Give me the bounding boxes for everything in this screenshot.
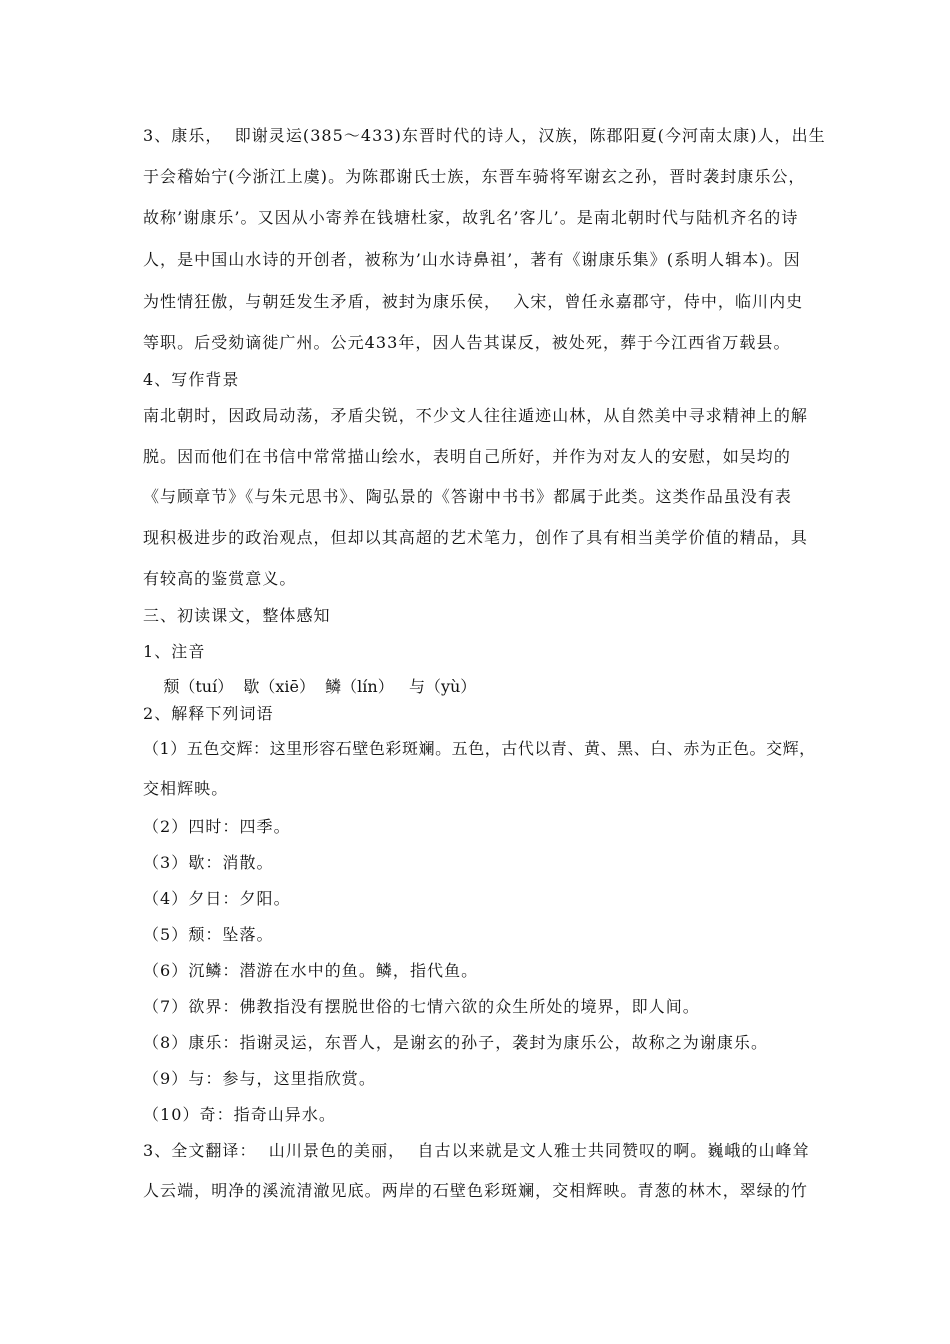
definition-item: （7）欲界：佛教指没有摆脱世俗的七情六欲的众生所处的境界，即人间。 [143,997,700,1016]
pinyin-line: 颓（tuí） 歇（xiē） 鳞（lín） 与（yù） [143,677,477,696]
text-line: 人云端，明净的溪流清澈见底。两岸的石壁色彩斑斓，交相辉映。青葱的林木，翠绿的竹 [143,1181,808,1200]
text-line: 故称’谢康乐’。又因从小寄养在钱塘杜家，故乳名’客儿’。是南北朝时代与陆机齐名的诗 [143,208,799,227]
text-line: 脱。因而他们在书信中常常描山绘水，表明自己所好，并作为对友人的安慰，如吴均的 [143,447,791,466]
text-line: 3、全文翻译： 山川景色的美丽， 自古以来就是文人雅士共同赞叹的啊。巍峨的山峰耸 [143,1141,810,1160]
definition-item: （8）康乐：指谢灵运，东晋人，是谢玄的孙子，袭封为康乐公，故称之为谢康乐。 [143,1033,769,1052]
text-line: （1）五色交辉：这里形容石壁色彩斑斓。五色，古代以青、黄、黑、白、赤为正色。交辉， [143,739,816,758]
definition-item: （10）奇：指奇山异水。 [143,1105,336,1124]
text-line: 交相辉映。 [143,779,229,798]
text-line: 3、康乐， 即谢灵运(385～433)东晋时代的诗人，汉族，陈郡阳夏(今河南太康)人，出生 [143,126,826,145]
definition-item: （2）四时：四季。 [143,817,291,836]
definition-item: （6）沉鳞：潜游在水中的鱼。鳞，指代鱼。 [143,961,479,980]
section-heading: 4、写作背景 [143,370,240,389]
text-line: 于会稽始宁(今浙江上虞)。为陈郡谢氏士族，东晋车骑将军谢玄之孙，晋时袭封康乐公， [143,167,806,186]
text-line: 人，是中国山水诗的开创者，被称为’山水诗鼻祖’，著有《谢康乐集》(系明人辑本)。因 [143,250,801,269]
definition-item: （5）颓：坠落。 [143,925,274,944]
section-heading: 2、解释下列词语 [143,704,274,723]
text-line: 现积极进步的政治观点，但却以其高超的艺术笔力，创作了具有相当美学价值的精品，具 [143,528,808,547]
section-heading: 三、初读课文，整体感知 [143,606,331,625]
text-line: 有较高的鉴赏意义。 [143,569,297,588]
text-line: 《与顾章节》《与朱元思书》、陶弘景的《答谢中书书》都属于此类。这类作品虽没有表 [143,487,792,506]
text-line: 等职。后受劾谪徙广州。公元433年，因人告其谋反，被处死，葬于今江西省万载县。 [143,333,791,352]
definition-item: （4）夕日：夕阳。 [143,889,291,908]
section-heading: 1、注音 [143,642,206,661]
definition-item: （3）歇：消散。 [143,853,274,872]
definition-item: （9）与：参与，这里指欣赏。 [143,1069,376,1088]
text-line: 南北朝时，因政局动荡，矛盾尖锐，不少文人往往遁迹山林，从自然美中寻求精神上的解 [143,406,808,425]
text-line: 为性情狂傲，与朝廷发生矛盾，被封为康乐侯， 入宋，曾任永嘉郡守，侍中，临川内史 [143,292,804,311]
